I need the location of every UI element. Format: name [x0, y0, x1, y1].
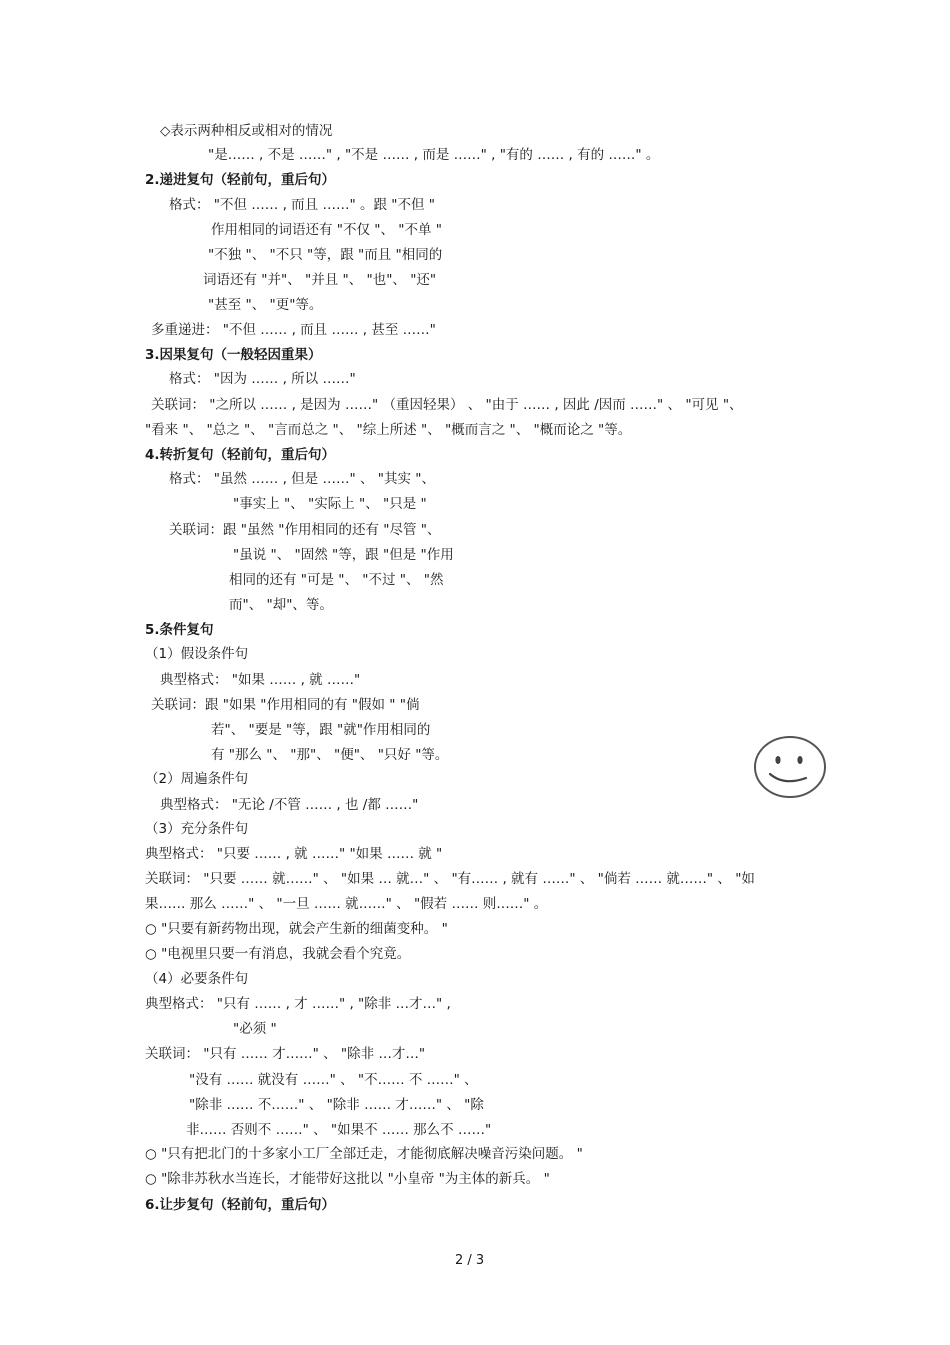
- adversative-connectives-2: "虽说 "、 "固然 "等，跟 "但是 "作用: [233, 547, 454, 563]
- necessary-connectives: 关联词： "只有 …… 才……" 、 "除非 …才…": [145, 1046, 426, 1062]
- necessary-example-1: ○ "只有把北门的十多家小工厂全部迁走，才能彻底解决噪音污染问题。 ": [145, 1146, 583, 1162]
- universal-format: 典型格式： "无论 /不管 …… , 也 /都 ……": [160, 797, 419, 813]
- adversative-connectives-4: 而"、 "却"、等。: [229, 597, 333, 613]
- sufficient-example-2: ○ "电视里只要一有消息，我就会看个究竟。: [145, 946, 411, 962]
- progressive-format: 格式： "不但 …… , 而且 ……" 。跟 "不但 ": [169, 197, 435, 213]
- page-number: 2 / 3: [455, 1253, 485, 1268]
- necessary-connectives-4: 非…… 否则不 ……" 、 "如果不 …… 那么不 ……": [186, 1122, 492, 1138]
- sufficient-connectives-2: 果…… 那么 ……" 、 "一旦 …… 就……" 、 "假若 …… 则……" 。: [145, 896, 548, 912]
- progressive-line-4: 词语还有 "并"、 "并且 "、 "也"、 "还": [203, 272, 437, 288]
- causal-connectives-2: "看来 "、 "总之 "、 "言而总之 "、 "综上所述 "、 "概而言之 "、 "概而论之 "等。: [145, 422, 632, 438]
- necessary-example-2: ○ "除非苏秋水当连长，才能带好这批以 "小皇帝 "为主体的新兵。 ": [145, 1171, 550, 1187]
- adversative-format-2: "事实上 "、 "实际上 "、 "只是 ": [233, 496, 427, 512]
- hypothetical-format: 典型格式： "如果 …… , 就 ……": [160, 672, 361, 688]
- hypothetical-connectives-3: 有 "那么 "、 "那"、 "便"、 "只好 "等。: [211, 747, 449, 763]
- progressive-line-5: "甚至 "、 "更"等。: [208, 297, 323, 313]
- necessary-format: 典型格式： "只有 …… , 才 ……" , "除非 …才…" ,: [145, 996, 451, 1012]
- multi-progressive: 多重递进： "不但 …… , 而且 …… , 甚至 ……": [151, 322, 436, 338]
- subheading-necessary: （4）必要条件句: [145, 971, 249, 987]
- progressive-line-2: 作用相同的词语还有 "不仅 "、 "不单 ": [211, 222, 443, 238]
- sufficient-connectives: 关联词： "只要 …… 就……" 、 "如果 … 就…" 、 "有…… , 就有 ……" 、 "倘若 …… 就……" 、 "如: [145, 871, 755, 887]
- subheading-hypothetical: （1）假设条件句: [145, 646, 249, 662]
- necessary-format-2: "必须 ": [233, 1021, 277, 1037]
- subheading-sufficient: （3）充分条件句: [145, 821, 249, 837]
- section-contrast-note: ◇表示两种相反或相对的情况: [160, 123, 333, 139]
- sufficient-format: 典型格式： "只要 …… , 就 ……" "如果 …… 就 ": [145, 846, 443, 862]
- causal-connectives: 关联词： "之所以 …… , 是因为 ……" （重因轻果） 、 "由于 …… , 因此 /因而 ……" 、 "可见 "、: [151, 397, 743, 413]
- progressive-line-3: "不独 "、 "不只 "等，跟 "而且 "相同的: [208, 247, 443, 263]
- necessary-connectives-3: "除非 …… 不……" 、 "除非 …… 才……" 、 "除: [189, 1097, 484, 1113]
- necessary-connectives-2: "没有 …… 就没有 ……" 、 "不…… 不 ……" 、: [189, 1072, 478, 1088]
- hypothetical-connectives: 关联词：跟 "如果 "作用相同的有 "假如 " "倘: [151, 697, 420, 713]
- adversative-format: 格式： "虽然 …… , 但是 ……" 、 "其实 "、: [169, 471, 435, 487]
- adversative-connectives-3: 相同的还有 "可是 "、 "不过 "、 "然: [229, 572, 444, 588]
- heading-progressive: 2.递进复句（轻前句，重后句）: [145, 172, 336, 188]
- causal-format: 格式： "因为 …… , 所以 ……": [169, 371, 356, 387]
- heading-concessive: 6.让步复句（轻前句，重后句）: [145, 1197, 336, 1213]
- hypothetical-connectives-2: 若"、 "要是 "等，跟 "就"作用相同的: [211, 722, 431, 738]
- smiley-face-icon: [752, 734, 828, 800]
- sufficient-example-1: ○ "只要有新药物出现，就会产生新的细菌变种。 ": [145, 921, 448, 937]
- heading-conditional: 5.条件复句: [145, 622, 214, 638]
- subheading-universal: （2）周遍条件句: [145, 771, 249, 787]
- adversative-connectives: 关联词：跟 "虽然 "作用相同的还有 "尽管 "、: [169, 522, 441, 538]
- heading-causal: 3.因果复句（一般轻因重果）: [145, 347, 322, 363]
- heading-adversative: 4.转折复句（轻前句，重后句）: [145, 447, 336, 463]
- contrast-patterns: "是…… , 不是 ……" , "不是 …… , 而是 ……" , "有的 …… , 有的 ……" 。: [208, 147, 660, 163]
